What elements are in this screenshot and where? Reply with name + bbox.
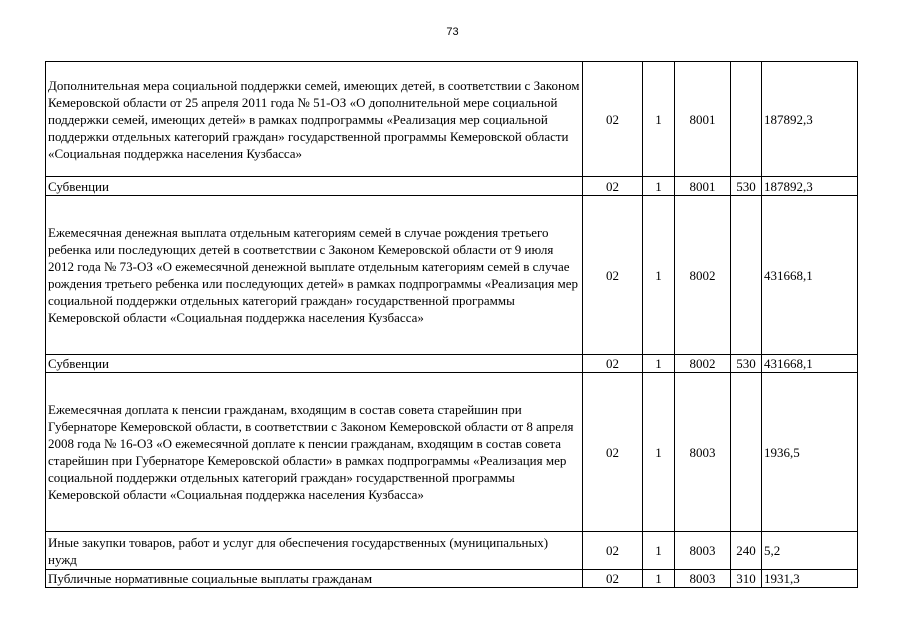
row-amount: 187892,3 <box>762 177 858 196</box>
table-row <box>46 532 858 570</box>
row-subsection: 1 <box>643 177 675 196</box>
row-expense-type <box>731 373 762 532</box>
row-subsection: 1 <box>643 355 675 373</box>
row-description: Иные закупки товаров, работ и услуг для обеспечения государственных (муниципальных) нужд <box>46 532 583 570</box>
row-section: 02 <box>583 355 643 373</box>
row-subsection: 1 <box>643 570 675 588</box>
row-description: Ежемесячная денежная выплата отдельным категориям семей в случае рождения третьего ребенка или последующих детей в соответствии с Законом Кемеровской области от 9 июля 2012 года № 73-ОЗ «О ежемесячной денежной выплате отдельным категориям семей в случае рождения третьего ребенка или последующих детей» в рамках подпрограммы «Реализация мер социальной поддержки отдельных категорий граждан» государственной программы Кемеровской области «Социальная поддержка населения Кузбасса» <box>46 196 583 355</box>
row-section: 02 <box>583 532 643 570</box>
row-expense-type <box>731 196 762 355</box>
row-article: 8003 <box>675 570 731 588</box>
row-amount: 187892,3 <box>762 62 858 177</box>
page-number: 73 <box>446 26 459 38</box>
row-article: 8003 <box>675 373 731 532</box>
row-article: 8002 <box>675 196 731 355</box>
row-expense-type: 530 <box>731 355 762 373</box>
row-section: 02 <box>583 570 643 588</box>
row-expense-type: 530 <box>731 177 762 196</box>
table-row <box>46 177 858 196</box>
table-row <box>46 355 858 373</box>
row-description: Ежемесячная доплата к пенсии гражданам, входящим в состав совета старейшин при Губернаторе Кемеровской области, в соответствии с Законом Кемеровской области от 8 апреля 2008 года № 16-ОЗ «О ежемесячной доплате к пенсии гражданам, входящим в состав совета старейшин при Губернаторе Кемеровской области» в рамках подпрограммы «Реализация мер социальной поддержки отдельных категорий граждан» государственной программы Кемеровской области «Социальная поддержка населения Кузбасса» <box>46 373 583 532</box>
budget-table <box>45 61 858 588</box>
row-subsection: 1 <box>643 532 675 570</box>
row-subsection: 1 <box>643 196 675 355</box>
table-row <box>46 373 858 532</box>
row-description: Публичные нормативные социальные выплаты гражданам <box>46 570 583 588</box>
row-expense-type: 240 <box>731 532 762 570</box>
row-article: 8002 <box>675 355 731 373</box>
row-expense-type: 310 <box>731 570 762 588</box>
row-subsection: 1 <box>643 373 675 532</box>
row-article: 8003 <box>675 532 731 570</box>
row-section: 02 <box>583 196 643 355</box>
row-article: 8001 <box>675 62 731 177</box>
row-amount: 5,2 <box>762 532 858 570</box>
row-section: 02 <box>583 62 643 177</box>
row-amount: 1936,5 <box>762 373 858 532</box>
row-amount: 1931,3 <box>762 570 858 588</box>
row-description: Субвенции <box>46 177 583 196</box>
row-description: Дополнительная мера социальной поддержки семей, имеющих детей, в соответствии с Законом Кемеровской области от 25 апреля 2011 года № 51-ОЗ «О дополнительной мере социальной поддержки семей, имеющих детей» в рамках подпрограммы «Реализация мер социальной поддержки отдельных категорий граждан» государственной программы Кемеровской области «Социальная поддержка населения Кузбасса» <box>46 62 583 177</box>
table-row <box>46 62 858 177</box>
row-expense-type <box>731 62 762 177</box>
row-article: 8001 <box>675 177 731 196</box>
row-section: 02 <box>583 373 643 532</box>
row-amount: 431668,1 <box>762 355 858 373</box>
row-amount: 431668,1 <box>762 196 858 355</box>
row-section: 02 <box>583 177 643 196</box>
row-description: Субвенции <box>46 355 583 373</box>
table-row <box>46 570 858 588</box>
row-subsection: 1 <box>643 62 675 177</box>
table-row <box>46 196 858 355</box>
